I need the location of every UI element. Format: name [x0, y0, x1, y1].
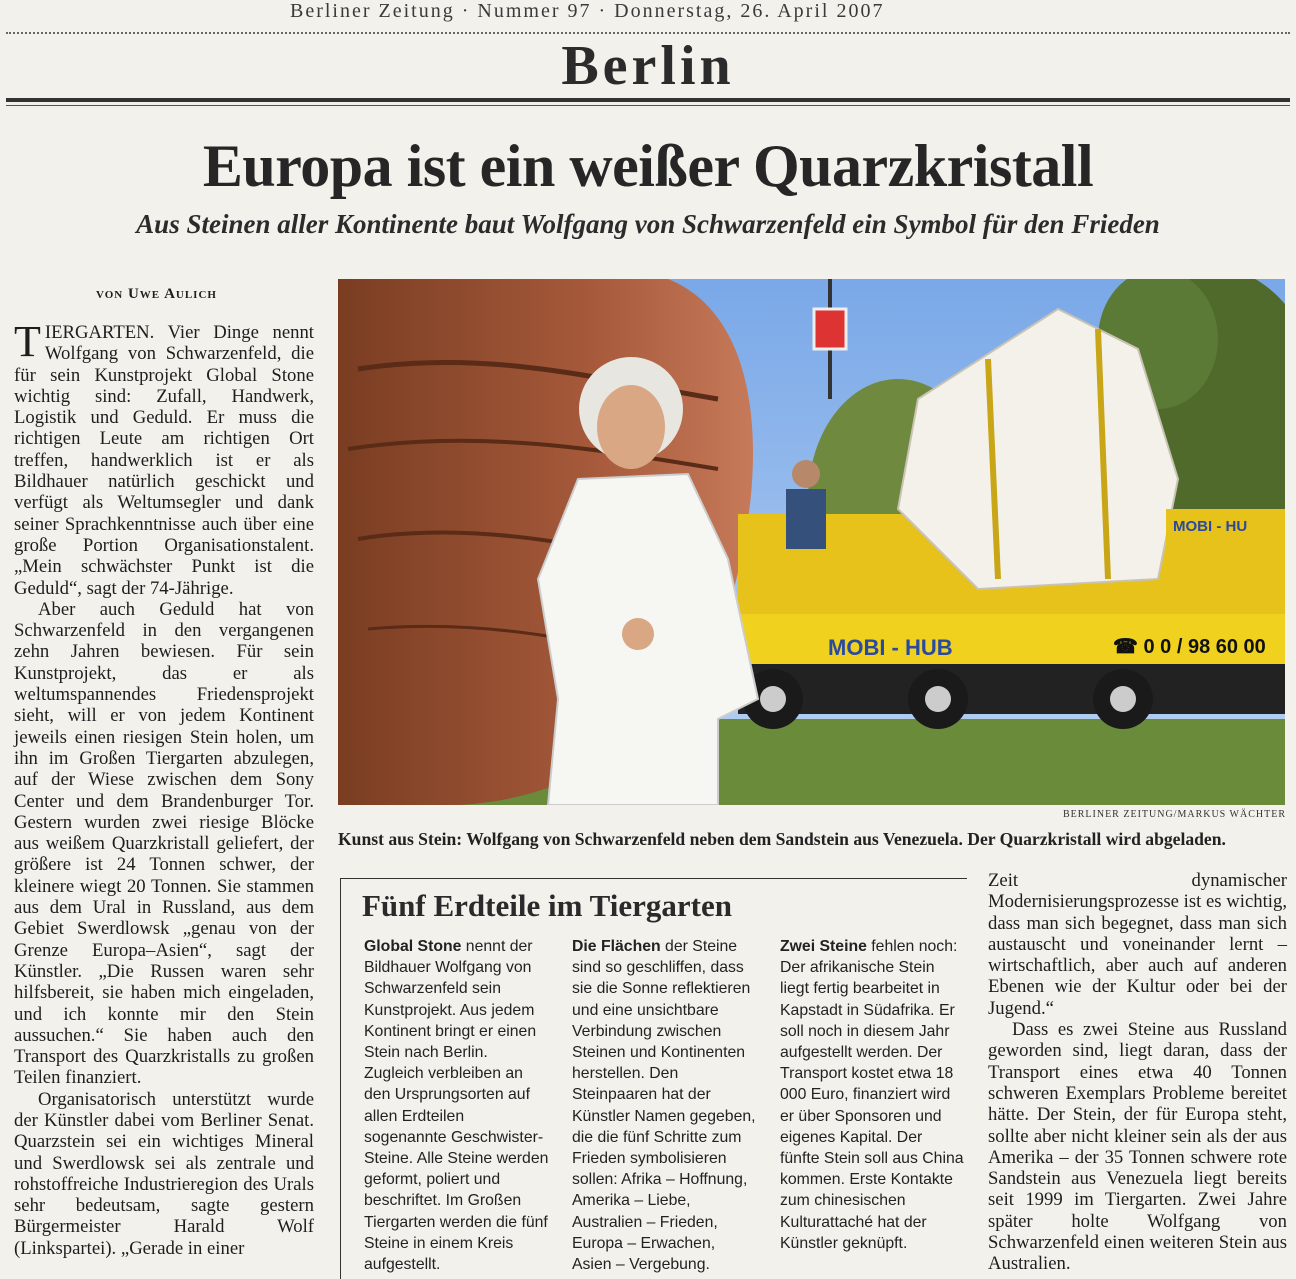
infobox-column-2: [572, 936, 757, 1275]
infobox-lead: Die Flächen: [572, 938, 661, 955]
infobox-column-1: [364, 936, 549, 1275]
infobox-text: nennt der Bildhauer Wolfgang von Schwarzenfeld sein Kunstprojekt. Aus jedem Kontinent bringt er einen Stein nach Berlin. Zugleich verbleiben an den Ursprungsorten auf allen Erdteilen sogenannte Geschwister-Steine. Alle Steine werden geformt, poliert und beschriftet. Im Großen Tiergarten werden die fünf Steine in einem Kreis aufgestellt.: [364, 938, 549, 1274]
truck-brand-text: MOBI - HUB: [828, 635, 953, 660]
article-paragraph: Dass es zwei Steine aus Russland geworden sind, liegt daran, dass der Transport eines etwa 40 Tonnen schweren Exemplars Probleme bereitet hätte. Der Stein, der für Europa steht, sollte aber nicht kleiner sein als der aus Amerika – der 35 Tonnen schwere rote Sandstein aus Venezuela liegt bereits seit 1999 im Tiergarten. Zwei Jahre später holte Wolfgang von Schwarzenfeld einen weiteren Stein aus Australien.: [988, 1019, 1287, 1275]
headline: Europa ist ein weißer Quarzkristall: [202, 133, 1094, 199]
infobox-text: fehlen noch: Der afrikanische Stein liegt fertig bearbeitet in Kapstadt in Südafrika. Er soll noch in diesem Jahr aufgestellt werden. Der Transport kostet etwa 18 000 Euro, finanziert wird er über Sponsoren und eigenes Kapital. Der fünfte Stein soll aus China kommen. Erste Kontakte zum chinesischen Kulturattaché hat der Künstler geknüpft.: [780, 938, 964, 1252]
article-column-1: [14, 317, 314, 1259]
infobox-text: der Steine sind so geschliffen, dass sie die Sonne reflektieren und eine unsichtbare Verbindung zwischen Steinen und Kontinenten herstellen. Den Steinpaaren hat der Künstler Namen gegeben, die die fünf Schritte zum Frieden symbolisieren sollen: Afrika – Hoffnung, Amerika – Liebe, Australien – Frieden, Europa – Erwachen, Asien – Vergebung.: [572, 938, 756, 1274]
article-paragraph: [14, 317, 314, 599]
subheadline: Aus Steinen aller Kontinente baut Wolfgang von Schwarzenfeld ein Symbol für den Frieden: [136, 209, 1160, 239]
article-paragraph: Organisatorisch unterstützt wurde der Künstler dabei vom Berliner Senat. Quarzstein sei ein wichtiges Mineral und Swerdlowsk sei als zentrale und rohstoffreiche Industrieregion des Urals sehr bedeutsam, sagte gestern Bürgermeister Harald Wolf (Linkspartei). „Gerade in einer: [14, 1088, 314, 1259]
section-title: Berlin: [561, 35, 735, 97]
infobox-title: Fünf Erdteile im Tiergarten: [362, 888, 732, 923]
infobox-lead: Global Stone: [364, 938, 462, 955]
byline: von Uwe Aulich: [96, 286, 217, 302]
article-paragraph: Aber auch Geduld hat von Schwarzenfeld in den vergangenen zehn Jahren bewiesen. Für sein Kunstprojekt, das er als weltumspannendes Friedensprojekt sieht, will er von jedem Kontinent jeweils einen riesigen Stein holen, um ihn im Großen Tiergarten abzulegen, auf der Wiese zwischen dem Sony Center und dem Brandenburger Tor. Gestern wurden zwei riesige Blöcke aus weißem Quarzkristall geliefert, der größere ist 24 Tonnen schwer, der kleinere wiegt 20 Tonnen. Sie stammen aus dem Ural in Russland, aus dem Gebiet Swerdlowsk „genau von der Grenze Europa–Asien“, sagt der Künstler. „Die Russen waren sehr hilfsbereit, sie haben mich eingeladen, und ich konnte mir den Stein aussuchen.“ Sie haben auch den Transport des Quarzkristalls zu großen Teilen finanziert.: [14, 598, 314, 1089]
article-photo: [338, 279, 1285, 805]
infobox-lead: Zwei Steine: [780, 938, 867, 955]
section-rule-thin: [6, 105, 1290, 106]
paragraph-text: IERGARTEN. Vier Dinge nennt Wolfgang von Schwarzenfeld, die für sein Kunstprojekt Global Stone wichtig sind: Zufall, Handwerk, Logistik und Geduld. Er muss die richtigen Leute am richtigen Ort treffen, handwerklich ist er als Bildhauer natürlich geschickt und verfügt als Weltumsegler und dank seiner Sprachkenntnisse auch über eine große Portion Organisationstalent. „Mein schwächster Punkt ist die Geduld“, sagt der 74-Jährige.: [14, 322, 314, 599]
truck-sign-text: MOBI - HU: [1173, 518, 1248, 535]
article-column-2: [988, 870, 1287, 1275]
photo-credit: BERLINER ZEITUNG/MARKUS WÄCHTER: [1062, 809, 1286, 820]
article-paragraph: Zeit dynamischer Modernisierungsprozesse ist es wichtig, dass man sich begegnet, dass man sich austauscht und voneinander lernt – wirtschaftlich, aber auch auf anderen Ebenen wie der Kultur oder bei der Jugend.“: [988, 870, 1287, 1019]
masthead: Berliner Zeitung · Nummer 97 · Donnerstag, 26. April 2007: [290, 0, 885, 22]
drop-cap: T: [14, 317, 41, 366]
infobox-column-3: [780, 936, 965, 1254]
photo-caption: Kunst aus Stein: Wolfgang von Schwarzenfeld neben dem Sandstein aus Venezuela. Der Quarzkristall wird abgeladen.: [338, 829, 1226, 849]
photo-illustration: [338, 279, 1285, 805]
truck-phone-text: ☎ 0 0 / 98 60 00: [1113, 636, 1266, 658]
section-rule-thick: [6, 98, 1290, 102]
